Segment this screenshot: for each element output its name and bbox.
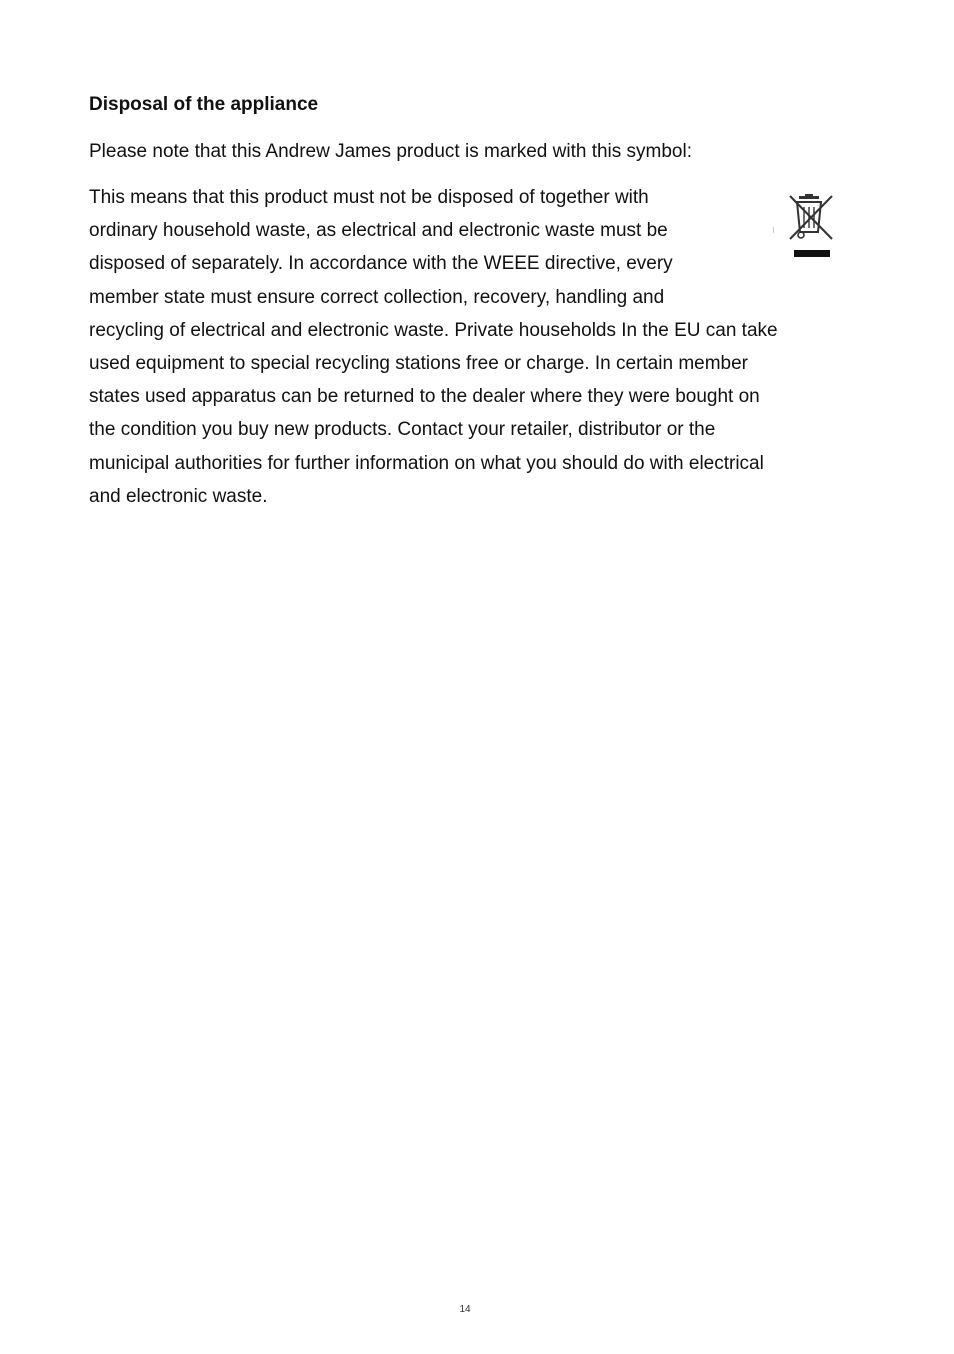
paragraph-line: the condition you buy new products. Contact your retailer, distributor or the bbox=[89, 419, 716, 441]
weee-explanation-paragraph bbox=[89, 185, 879, 517]
crossed-out-wheelie-bin-icon bbox=[770, 194, 836, 260]
paragraph-line: municipal authorities for further information on what you should do with electrical bbox=[89, 452, 764, 474]
paragraph-line: recycling of electrical and electronic waste. Private households In the EU can take bbox=[89, 319, 778, 341]
paragraph-line: and electronic waste. bbox=[89, 485, 268, 507]
paragraph-line: member state must ensure correct collection, recovery, handling and bbox=[89, 286, 665, 308]
paragraph-line: states used apparatus can be returned to the dealer where they were bought on bbox=[89, 386, 760, 408]
section-heading: Disposal of the appliance bbox=[89, 94, 319, 115]
paragraph-line: used equipment to special recycling stations free or charge. In certain member bbox=[89, 352, 748, 374]
paragraph-line: ordinary household waste, as electrical and electronic waste must be bbox=[89, 220, 668, 242]
page-number: 14 bbox=[459, 1304, 471, 1315]
intro-paragraph: Please note that this Andrew James product is marked with this symbol: bbox=[89, 141, 692, 162]
paragraph-line: disposed of separately. In accordance with the WEEE directive, every bbox=[89, 253, 673, 275]
paragraph-line: This means that this product must not be disposed of together with bbox=[89, 187, 649, 208]
